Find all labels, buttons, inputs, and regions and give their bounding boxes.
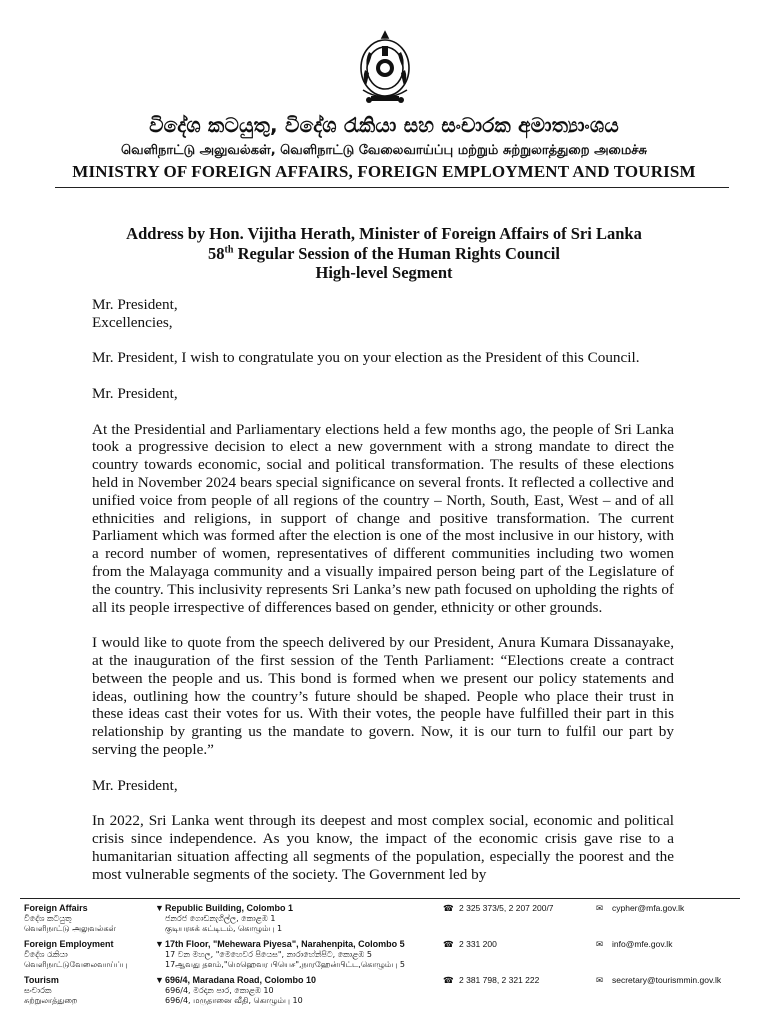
telephone-icon: ☎ [443, 975, 454, 985]
letterhead-sinhala: විදේශ කටයුතු, විදේශ රැකියා සහ සංචාරක අමාත්‍යාංශය [149, 113, 619, 137]
paragraph-congratulation: Mr. President, I wish to congratulate you on your election as the President of this Council. [92, 349, 640, 367]
letterhead-divider [55, 187, 729, 188]
location-pin-icon: ▼ [155, 903, 164, 913]
office-name: Foreign Employment [24, 939, 114, 949]
envelope-icon: ✉ [596, 939, 604, 949]
office-address-tamil: 17ஆவது தளம்,"மெஹெவர பியெச",நாரஹேன்பிட்ட,கொழும்பு 5 [165, 960, 405, 969]
location-pin-icon: ▼ [155, 975, 164, 985]
sri-lanka-emblem [355, 30, 415, 108]
title-line-1: Address by Hon. Vijitha Herath, Minister of Foreign Affairs of Sri Lanka [126, 224, 642, 243]
envelope-icon: ✉ [596, 903, 604, 913]
office-phone: 2 325 373/5, 2 207 200/7 [459, 903, 554, 913]
letterhead-footer [20, 898, 740, 1025]
office-address: 17th Floor, "Mehewara Piyesa", Narahenpita, Colombo 5 [165, 939, 405, 949]
session-number: 58 [208, 243, 225, 263]
office-address-tamil: குடியரசுக் கட்டிடம், கொழும்பு 1 [165, 924, 283, 933]
title-line-2 [0, 244, 768, 264]
envelope-icon: ✉ [596, 975, 604, 985]
office-phone: 2 381 798, 2 321 222 [459, 975, 540, 985]
office-name-tamil: வெளிநாட்டுவேலைவாய்ப்பு [24, 960, 128, 969]
location-pin-icon: ▼ [155, 939, 164, 949]
session-name: Regular Session of the Human Rights Council [233, 243, 560, 263]
office-name-sinhala: සංචාරක [24, 985, 52, 995]
office-name-tamil: வெளிநாட்டு அலுவல்கள் [24, 924, 116, 933]
telephone-icon: ☎ [443, 903, 454, 913]
address-title [0, 224, 768, 283]
office-address-sinhala: 696/4, මරදාන පාර, කොළඹ 10 [165, 985, 274, 995]
paragraph-address: Mr. President, [92, 384, 178, 402]
office-address: Republic Building, Colombo 1 [165, 903, 293, 913]
title-line-3: High-level Segment [315, 263, 453, 282]
office-name-sinhala: විදේශ කටයුතු [24, 913, 72, 923]
salutation-president: Mr. President, [92, 296, 178, 313]
office-name-sinhala: විදේශ රැකියා [24, 949, 68, 959]
office-email[interactable]: info@mfe.gov.lk [612, 939, 673, 949]
letterhead-tamil: வெளிநாட்டு அலுவல்கள், வெளிநாட்டு வேலைவாய்ப்பு மற்றும் சுற்றுலாத்துறை அமைச்சு [121, 143, 647, 158]
office-address-sinhala: 17 වන මහල, "මෙහෙවර පියෙස", නාරාහේන්පිට, කොළඹ 5 [165, 949, 372, 959]
speech-body [92, 296, 674, 883]
office-name: Tourism [24, 975, 59, 985]
ordinal-suffix: th [224, 244, 234, 255]
telephone-icon: ☎ [443, 939, 454, 949]
salutation-excellencies: Excellencies, [92, 313, 173, 331]
paragraph-address: Mr. President, [92, 776, 178, 794]
office-email[interactable]: cypher@mfa.gov.lk [612, 903, 685, 913]
letterhead-english: MINISTRY OF FOREIGN AFFAIRS, FOREIGN EMPLOYMENT AND TOURISM [72, 162, 696, 181]
office-name-tamil: சுற்றுலாத்துறை [24, 996, 78, 1005]
paragraph-quote: I would like to quote from the speech delivered by our President, Anura Kumara Dissanayake, at the inauguration of the first session of the Tenth Parliament: “Elections create a contract between the people and us. This bond is formed when we present our policy statements and ideas, outlining how the country’s future should be shaped. People who place their trust in these ideas cast their votes for us. With their votes, the people have fulfilled their part in this relationship by granting us the mandate to govern. Now, it is our turn to fulfil our part by serving the people.” [92, 634, 674, 758]
paragraph-elections: At the Presidential and Parliamentary elections held a few months ago, the people of Sri Lanka took a progressive decision to elect a new government with a strong mandate to direct the country towards economic, social and political transformation. The results of these elections held in November 2024 bears special significance on several fronts. It reflected a collective and unified voice from people of all regions of the country – North, South, East, West – and of all ethnicities and religions, in support of change and positive transformation. The current Parliament which was formed after the election is one of the most inclusive in our history, with a record number of women, representatives of different communities including two women from the Malayaga community and a visually impaired person being part of the Legislature of the country. This inclusivity represents Sri Lanka’s new path focused on upholding the rights of all its people irrespective of differences based on gender, ethnicity or other grounds. [92, 420, 674, 616]
office-email[interactable]: secretary@tourismmin.gov.lk [612, 975, 722, 985]
office-address: 696/4, Maradana Road, Colombo 10 [165, 975, 317, 985]
office-address-sinhala: ජනරජ ගොඩනැගිල්ල, කොළඹ 1 [165, 913, 276, 923]
office-phone: 2 331 200 [459, 939, 497, 949]
paragraph-crisis: In 2022, Sri Lanka went through its deepest and most complex social, economic and political crisis since independence. As you know, the impact of the economic crisis gave rise to a humanitarian situation affecting all segments of the population, especially the poorest and the most vulnerable segments of the society. The Government led by [92, 812, 674, 883]
office-name: Foreign Affairs [24, 903, 88, 913]
office-address-tamil: 696/4, மருதானை வீதி, கொழும்பு 10 [165, 996, 303, 1005]
